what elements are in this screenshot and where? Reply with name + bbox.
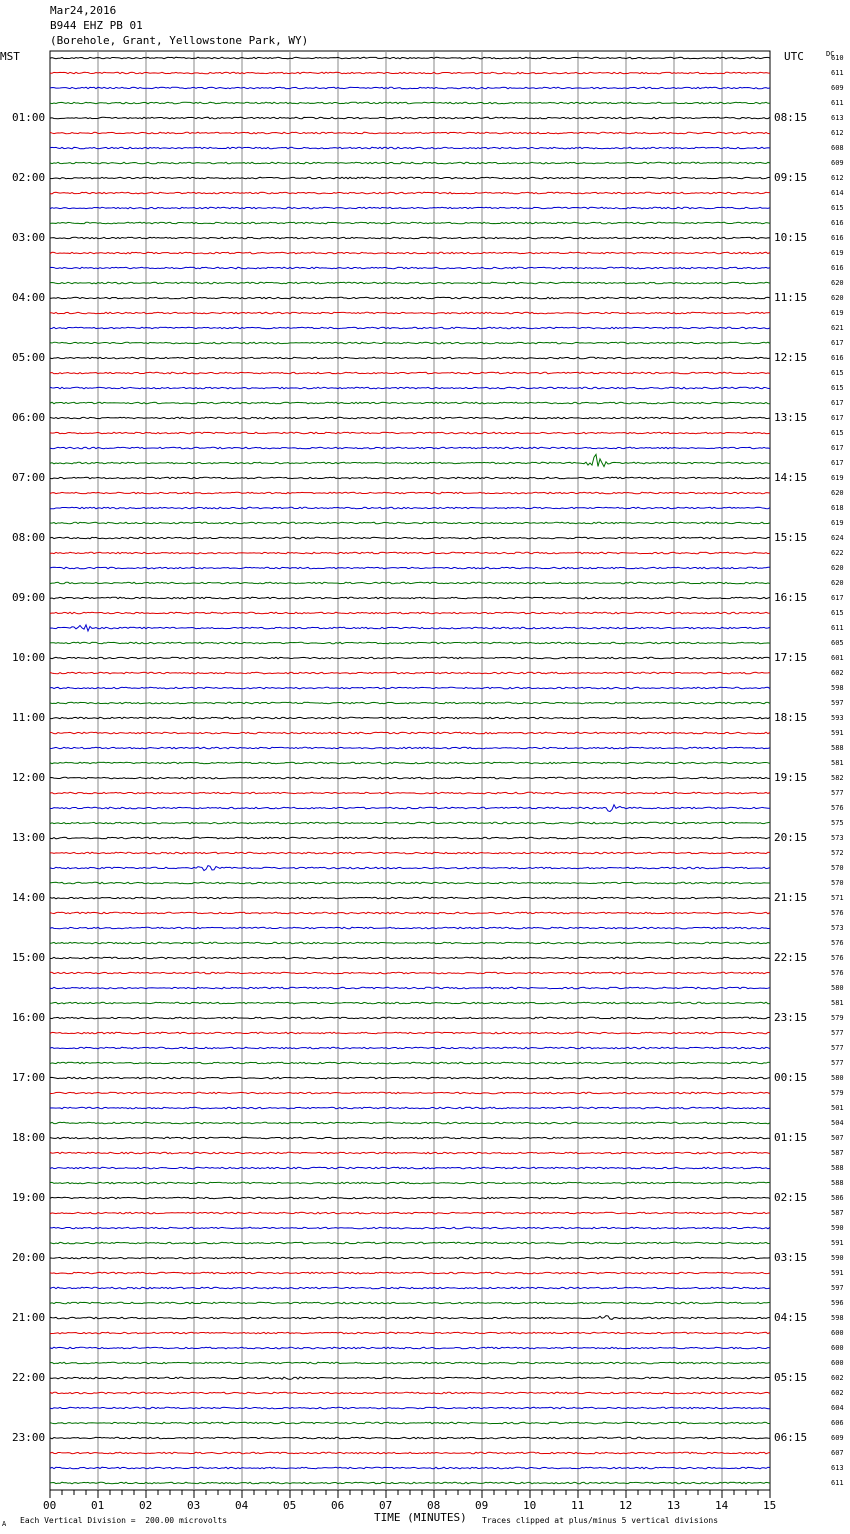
seismic-trace [50, 357, 770, 359]
dc-offset-label: 586 [831, 1194, 844, 1202]
seismic-trace [50, 432, 770, 434]
dc-offset-label: 577 [831, 1029, 844, 1037]
seismic-trace [50, 162, 770, 164]
dc-offset-label: 577 [831, 1044, 844, 1052]
dc-offset-label: 620 [831, 579, 844, 587]
mst-hour-label: 08:00 [12, 531, 46, 544]
seismic-trace [50, 237, 770, 239]
seismic-trace [50, 777, 770, 779]
seismic-trace [50, 1407, 770, 1409]
timezone-right-label: UTC [784, 50, 804, 63]
dc-offset-label: 600 [831, 1359, 844, 1367]
seismic-trace [50, 267, 770, 269]
dc-offset-label: 615 [831, 609, 844, 617]
dc-offset-label: 602 [831, 1374, 844, 1382]
chart-date: Mar24,2016 [50, 4, 117, 17]
dc-offset-label: 593 [831, 714, 844, 722]
dc-offset-label: 591 [831, 729, 844, 737]
seismic-trace [50, 702, 770, 704]
dc-offset-label: 588 [831, 1164, 844, 1172]
x-tick-label: 15 [763, 1499, 777, 1512]
dc-offset-label: 588 [831, 744, 844, 752]
dc-offset-label: 587 [831, 1209, 844, 1217]
mst-hour-label: 13:00 [12, 831, 46, 844]
mst-hour-label: 09:00 [12, 591, 46, 604]
station-code: B944 EHZ PB 01 [50, 19, 143, 32]
seismic-trace [50, 1287, 770, 1289]
seismic-trace [50, 1002, 770, 1004]
seismic-trace [50, 1347, 770, 1349]
seismic-trace [50, 567, 770, 569]
mst-hour-label: 10:00 [12, 651, 46, 664]
seismic-trace [50, 1437, 770, 1439]
utc-hour-label: 08:15 [774, 111, 808, 124]
dc-offset-label: 617 [831, 444, 844, 452]
utc-hour-label: 04:15 [774, 1311, 808, 1324]
dc-offset-label: 577 [831, 1059, 844, 1067]
dc-offset-label: 617 [831, 594, 844, 602]
seismic-trace [50, 1152, 770, 1154]
dc-offset-label: 616 [831, 354, 844, 362]
dc-offset-label: 601 [831, 654, 844, 662]
seismic-trace [50, 1392, 770, 1394]
dc-offset-label: 611 [831, 99, 844, 107]
dc-offset-label: 597 [831, 699, 844, 707]
seismic-trace [50, 1167, 770, 1169]
dc-offset-label: 611 [831, 1479, 844, 1487]
seismic-trace [50, 972, 770, 974]
seismic-trace [50, 1332, 770, 1334]
utc-hour-label: 18:15 [774, 711, 808, 724]
seismic-trace [50, 492, 770, 494]
seismic-trace [50, 837, 770, 839]
dc-offset-label: 588 [831, 1179, 844, 1187]
seismic-trace [50, 1272, 770, 1274]
seismic-trace [50, 1032, 770, 1034]
seismic-trace [50, 1212, 770, 1214]
seismic-trace [50, 792, 770, 794]
utc-hour-label: 06:15 [774, 1431, 808, 1444]
dc-offset-label: 616 [831, 264, 844, 272]
dc-offset-label: 620 [831, 294, 844, 302]
utc-hour-label: 19:15 [774, 771, 808, 784]
seismic-trace [50, 117, 770, 119]
dc-offset-label: 576 [831, 954, 844, 962]
seismic-trace [50, 987, 770, 989]
seismic-trace [50, 327, 770, 329]
seismic-trace [50, 597, 770, 599]
dc-offset-label: 619 [831, 519, 844, 527]
mst-hour-label: 06:00 [12, 411, 46, 424]
utc-hour-label: 15:15 [774, 531, 808, 544]
x-tick-label: 13 [667, 1499, 681, 1512]
dc-offset-label: 602 [831, 669, 844, 677]
seismic-trace [50, 642, 770, 644]
seismic-trace [50, 72, 770, 74]
dc-offset-label: 576 [831, 939, 844, 947]
utc-hour-label: 00:15 [774, 1071, 808, 1084]
dc-offset-label: 615 [831, 429, 844, 437]
dc-offset-label: 617 [831, 399, 844, 407]
x-tick-label: 01 [91, 1499, 105, 1512]
seismic-trace [50, 1452, 770, 1454]
utc-hour-label: 01:15 [774, 1131, 808, 1144]
utc-hour-label: 03:15 [774, 1251, 808, 1264]
seismic-trace [50, 852, 770, 854]
seismic-trace [50, 717, 770, 719]
seismic-trace [50, 297, 770, 299]
dc-offset-label: 587 [831, 1149, 844, 1157]
dc-offset-label: 504 [831, 1119, 844, 1127]
station-location: (Borehole, Grant, Yellowstone Park, WY) [50, 34, 309, 47]
mst-hour-label: 11:00 [12, 711, 46, 724]
mst-hour-label: 19:00 [12, 1191, 46, 1204]
seismic-trace [50, 312, 770, 314]
seismic-trace [50, 1062, 770, 1064]
x-axis-title: TIME (MINUTES) [374, 1511, 467, 1524]
x-tick-label: 07 [379, 1499, 393, 1512]
mst-hour-label: 05:00 [12, 351, 46, 364]
seismic-trace [50, 147, 770, 149]
dc-offset-label: 580 [831, 1074, 844, 1082]
dc-offset-label: 613 [831, 1464, 844, 1472]
dc-offset-label: 620 [831, 279, 844, 287]
seismic-trace [50, 1316, 770, 1320]
dc-offset-label: 573 [831, 924, 844, 932]
dc-offset-label: 612 [831, 129, 844, 137]
x-tick-label: 12 [619, 1499, 633, 1512]
x-tick-label: 09 [475, 1499, 489, 1512]
seismic-trace [50, 402, 770, 404]
seismic-trace [50, 447, 770, 449]
dc-offset-label: 624 [831, 534, 844, 542]
seismic-trace [50, 1377, 770, 1379]
dc-offset-label: 602 [831, 1389, 844, 1397]
seismic-trace [50, 866, 770, 871]
seismic-trace [50, 177, 770, 179]
x-tick-label: 05 [283, 1499, 297, 1512]
dc-offset-label: 615 [831, 384, 844, 392]
dc-offset-label: 579 [831, 1089, 844, 1097]
dc-offset-label: 605 [831, 639, 844, 647]
dc-offset-label: 582 [831, 774, 844, 782]
dc-offset-label: 591 [831, 1239, 844, 1247]
dc-offset-label: 622 [831, 549, 844, 557]
dc-offset-label: 614 [831, 189, 844, 197]
dc-offset-label: 581 [831, 759, 844, 767]
seismic-trace [50, 657, 770, 659]
dc-offset-label: 598 [831, 1314, 844, 1322]
dc-offset-label: 600 [831, 1329, 844, 1337]
dc-offset-label: 501 [831, 1104, 844, 1112]
seismic-trace [50, 942, 770, 944]
utc-hour-label: 13:15 [774, 411, 808, 424]
mst-hour-label: 04:00 [12, 291, 46, 304]
clipping-note: Traces clipped at plus/minus 5 vertical divisions [482, 1516, 719, 1525]
seismic-trace [50, 1482, 770, 1484]
seismic-trace [50, 387, 770, 389]
vertical-scale-note: Each Vertical Division = 200.00 microvolts [20, 1516, 228, 1525]
mst-hour-label: 01:00 [12, 111, 46, 124]
dc-offset-label: 620 [831, 489, 844, 497]
seismic-trace [50, 805, 770, 812]
seismic-trace [50, 732, 770, 734]
x-tick-label: 10 [523, 1499, 537, 1512]
seismic-trace [50, 342, 770, 344]
dc-offset-label: 575 [831, 819, 844, 827]
mst-hour-label: 17:00 [12, 1071, 46, 1084]
seismic-trace [50, 454, 770, 466]
seismic-trace [50, 1467, 770, 1469]
x-tick-label: 06 [331, 1499, 345, 1512]
mst-hour-label: 22:00 [12, 1371, 46, 1384]
seismic-trace [50, 1092, 770, 1094]
seismic-trace [50, 1182, 770, 1184]
dc-offset-label: 573 [831, 834, 844, 842]
utc-hour-label: 10:15 [774, 231, 808, 244]
dc-offset-label: 607 [831, 1449, 844, 1457]
x-tick-label: 03 [187, 1499, 201, 1512]
dc-offset-label: 606 [831, 1419, 844, 1427]
seismic-trace [50, 1257, 770, 1259]
dc-offset-label: 616 [831, 234, 844, 242]
x-tick-label: 00 [43, 1499, 57, 1512]
dc-offset-label: 507 [831, 1134, 844, 1142]
mst-hour-label: 21:00 [12, 1311, 46, 1324]
timezone-left-label: MST [0, 50, 20, 63]
seismic-trace [50, 1122, 770, 1124]
seismic-trace [50, 762, 770, 764]
dc-offset-label: 619 [831, 249, 844, 257]
seismic-trace [50, 912, 770, 914]
seismic-trace [50, 132, 770, 134]
utc-hour-label: 11:15 [774, 291, 808, 304]
utc-hour-label: 20:15 [774, 831, 808, 844]
dc-offset-label: 619 [831, 474, 844, 482]
corner-mark: A [2, 1520, 7, 1528]
seismic-trace [50, 1242, 770, 1244]
utc-hour-label: 23:15 [774, 1011, 808, 1024]
dc-offset-label: 613 [831, 114, 844, 122]
utc-hour-label: 21:15 [774, 891, 808, 904]
dc-offset-label: 609 [831, 84, 844, 92]
dc-column-label: DC [826, 50, 835, 58]
seismic-trace [50, 282, 770, 284]
seismic-trace [50, 417, 770, 419]
seismic-trace [50, 102, 770, 104]
seismic-trace [50, 87, 770, 89]
plot-frame [50, 51, 770, 1490]
seismic-trace [50, 252, 770, 254]
dc-offset-label: 619 [831, 309, 844, 317]
seismic-trace [50, 1197, 770, 1199]
seismic-trace [50, 897, 770, 899]
seismic-trace [50, 1422, 770, 1424]
seismic-trace [50, 687, 770, 689]
dc-offset-label: 617 [831, 414, 844, 422]
dc-offset-label: 598 [831, 684, 844, 692]
dc-offset-label: 600 [831, 1344, 844, 1352]
dc-offset-label: 590 [831, 1224, 844, 1232]
seismic-trace [50, 1227, 770, 1229]
seismic-trace [50, 672, 770, 674]
dc-offset-label: 615 [831, 369, 844, 377]
dc-offset-label: 621 [831, 324, 844, 332]
seismic-trace [50, 207, 770, 209]
seismic-trace [50, 192, 770, 194]
utc-hour-label: 16:15 [774, 591, 808, 604]
seismic-trace [50, 612, 770, 614]
dc-offset-label: 591 [831, 1269, 844, 1277]
utc-hour-label: 02:15 [774, 1191, 808, 1204]
dc-offset-label: 608 [831, 144, 844, 152]
seismic-trace [50, 882, 770, 884]
dc-offset-label: 597 [831, 1284, 844, 1292]
seismic-trace [50, 222, 770, 224]
dc-offset-label: 618 [831, 504, 844, 512]
seismic-trace [50, 1047, 770, 1049]
x-tick-label: 08 [427, 1499, 441, 1512]
seismic-trace [50, 477, 770, 479]
seismic-trace [50, 747, 770, 749]
seismic-trace [50, 1017, 770, 1019]
seismic-trace [50, 537, 770, 539]
mst-hour-label: 18:00 [12, 1131, 46, 1144]
x-tick-label: 04 [235, 1499, 249, 1512]
dc-offset-label: 609 [831, 1434, 844, 1442]
utc-hour-label: 14:15 [774, 471, 808, 484]
dc-offset-label: 590 [831, 1254, 844, 1262]
dc-offset-label: 609 [831, 159, 844, 167]
seismic-trace [50, 1362, 770, 1364]
seismic-trace [50, 625, 770, 631]
dc-offset-label: 617 [831, 459, 844, 467]
seismic-trace [50, 582, 770, 584]
mst-hour-label: 20:00 [12, 1251, 46, 1264]
seismic-trace [50, 927, 770, 929]
dc-offset-label: 576 [831, 969, 844, 977]
dc-offset-label: 620 [831, 564, 844, 572]
seismic-trace [50, 1107, 770, 1109]
mst-hour-label: 07:00 [12, 471, 46, 484]
mst-hour-label: 14:00 [12, 891, 46, 904]
dc-offset-label: 580 [831, 984, 844, 992]
seismic-trace [50, 1077, 770, 1079]
mst-hour-label: 12:00 [12, 771, 46, 784]
dc-offset-label: 616 [831, 219, 844, 227]
dc-offset-label: 596 [831, 1299, 844, 1307]
mst-hour-label: 23:00 [12, 1431, 46, 1444]
dc-offset-label: 570 [831, 879, 844, 887]
utc-hour-label: 12:15 [774, 351, 808, 364]
mst-hour-label: 16:00 [12, 1011, 46, 1024]
utc-hour-label: 17:15 [774, 651, 808, 664]
seismic-trace [50, 522, 770, 524]
dc-offset-label: 571 [831, 894, 844, 902]
mst-hour-label: 02:00 [12, 171, 46, 184]
x-tick-label: 14 [715, 1499, 729, 1512]
utc-hour-label: 09:15 [774, 171, 808, 184]
dc-offset-label: 576 [831, 804, 844, 812]
seismic-trace [50, 372, 770, 374]
utc-hour-label: 05:15 [774, 1371, 808, 1384]
dc-offset-label: 572 [831, 849, 844, 857]
mst-hour-label: 15:00 [12, 951, 46, 964]
x-tick-label: 02 [139, 1499, 153, 1512]
dc-offset-label: 604 [831, 1404, 844, 1412]
seismic-trace [50, 822, 770, 824]
dc-offset-label: 577 [831, 789, 844, 797]
seismic-trace [50, 957, 770, 959]
dc-offset-label: 611 [831, 624, 844, 632]
dc-offset-label: 611 [831, 69, 844, 77]
dc-offset-label: 576 [831, 909, 844, 917]
seismic-trace [50, 507, 770, 509]
dc-offset-label: 570 [831, 864, 844, 872]
seismic-trace [50, 57, 770, 59]
dc-offset-label: 615 [831, 204, 844, 212]
dc-offset-label: 617 [831, 339, 844, 347]
utc-hour-label: 22:15 [774, 951, 808, 964]
dc-offset-label: 612 [831, 174, 844, 182]
seismic-trace [50, 1302, 770, 1304]
x-tick-label: 11 [571, 1499, 585, 1512]
dc-offset-label: 579 [831, 1014, 844, 1022]
seismic-trace [50, 1137, 770, 1139]
mst-hour-label: 03:00 [12, 231, 46, 244]
dc-offset-label: 581 [831, 999, 844, 1007]
dc-offset-label: 610 [831, 54, 844, 62]
seismic-trace [50, 552, 770, 554]
